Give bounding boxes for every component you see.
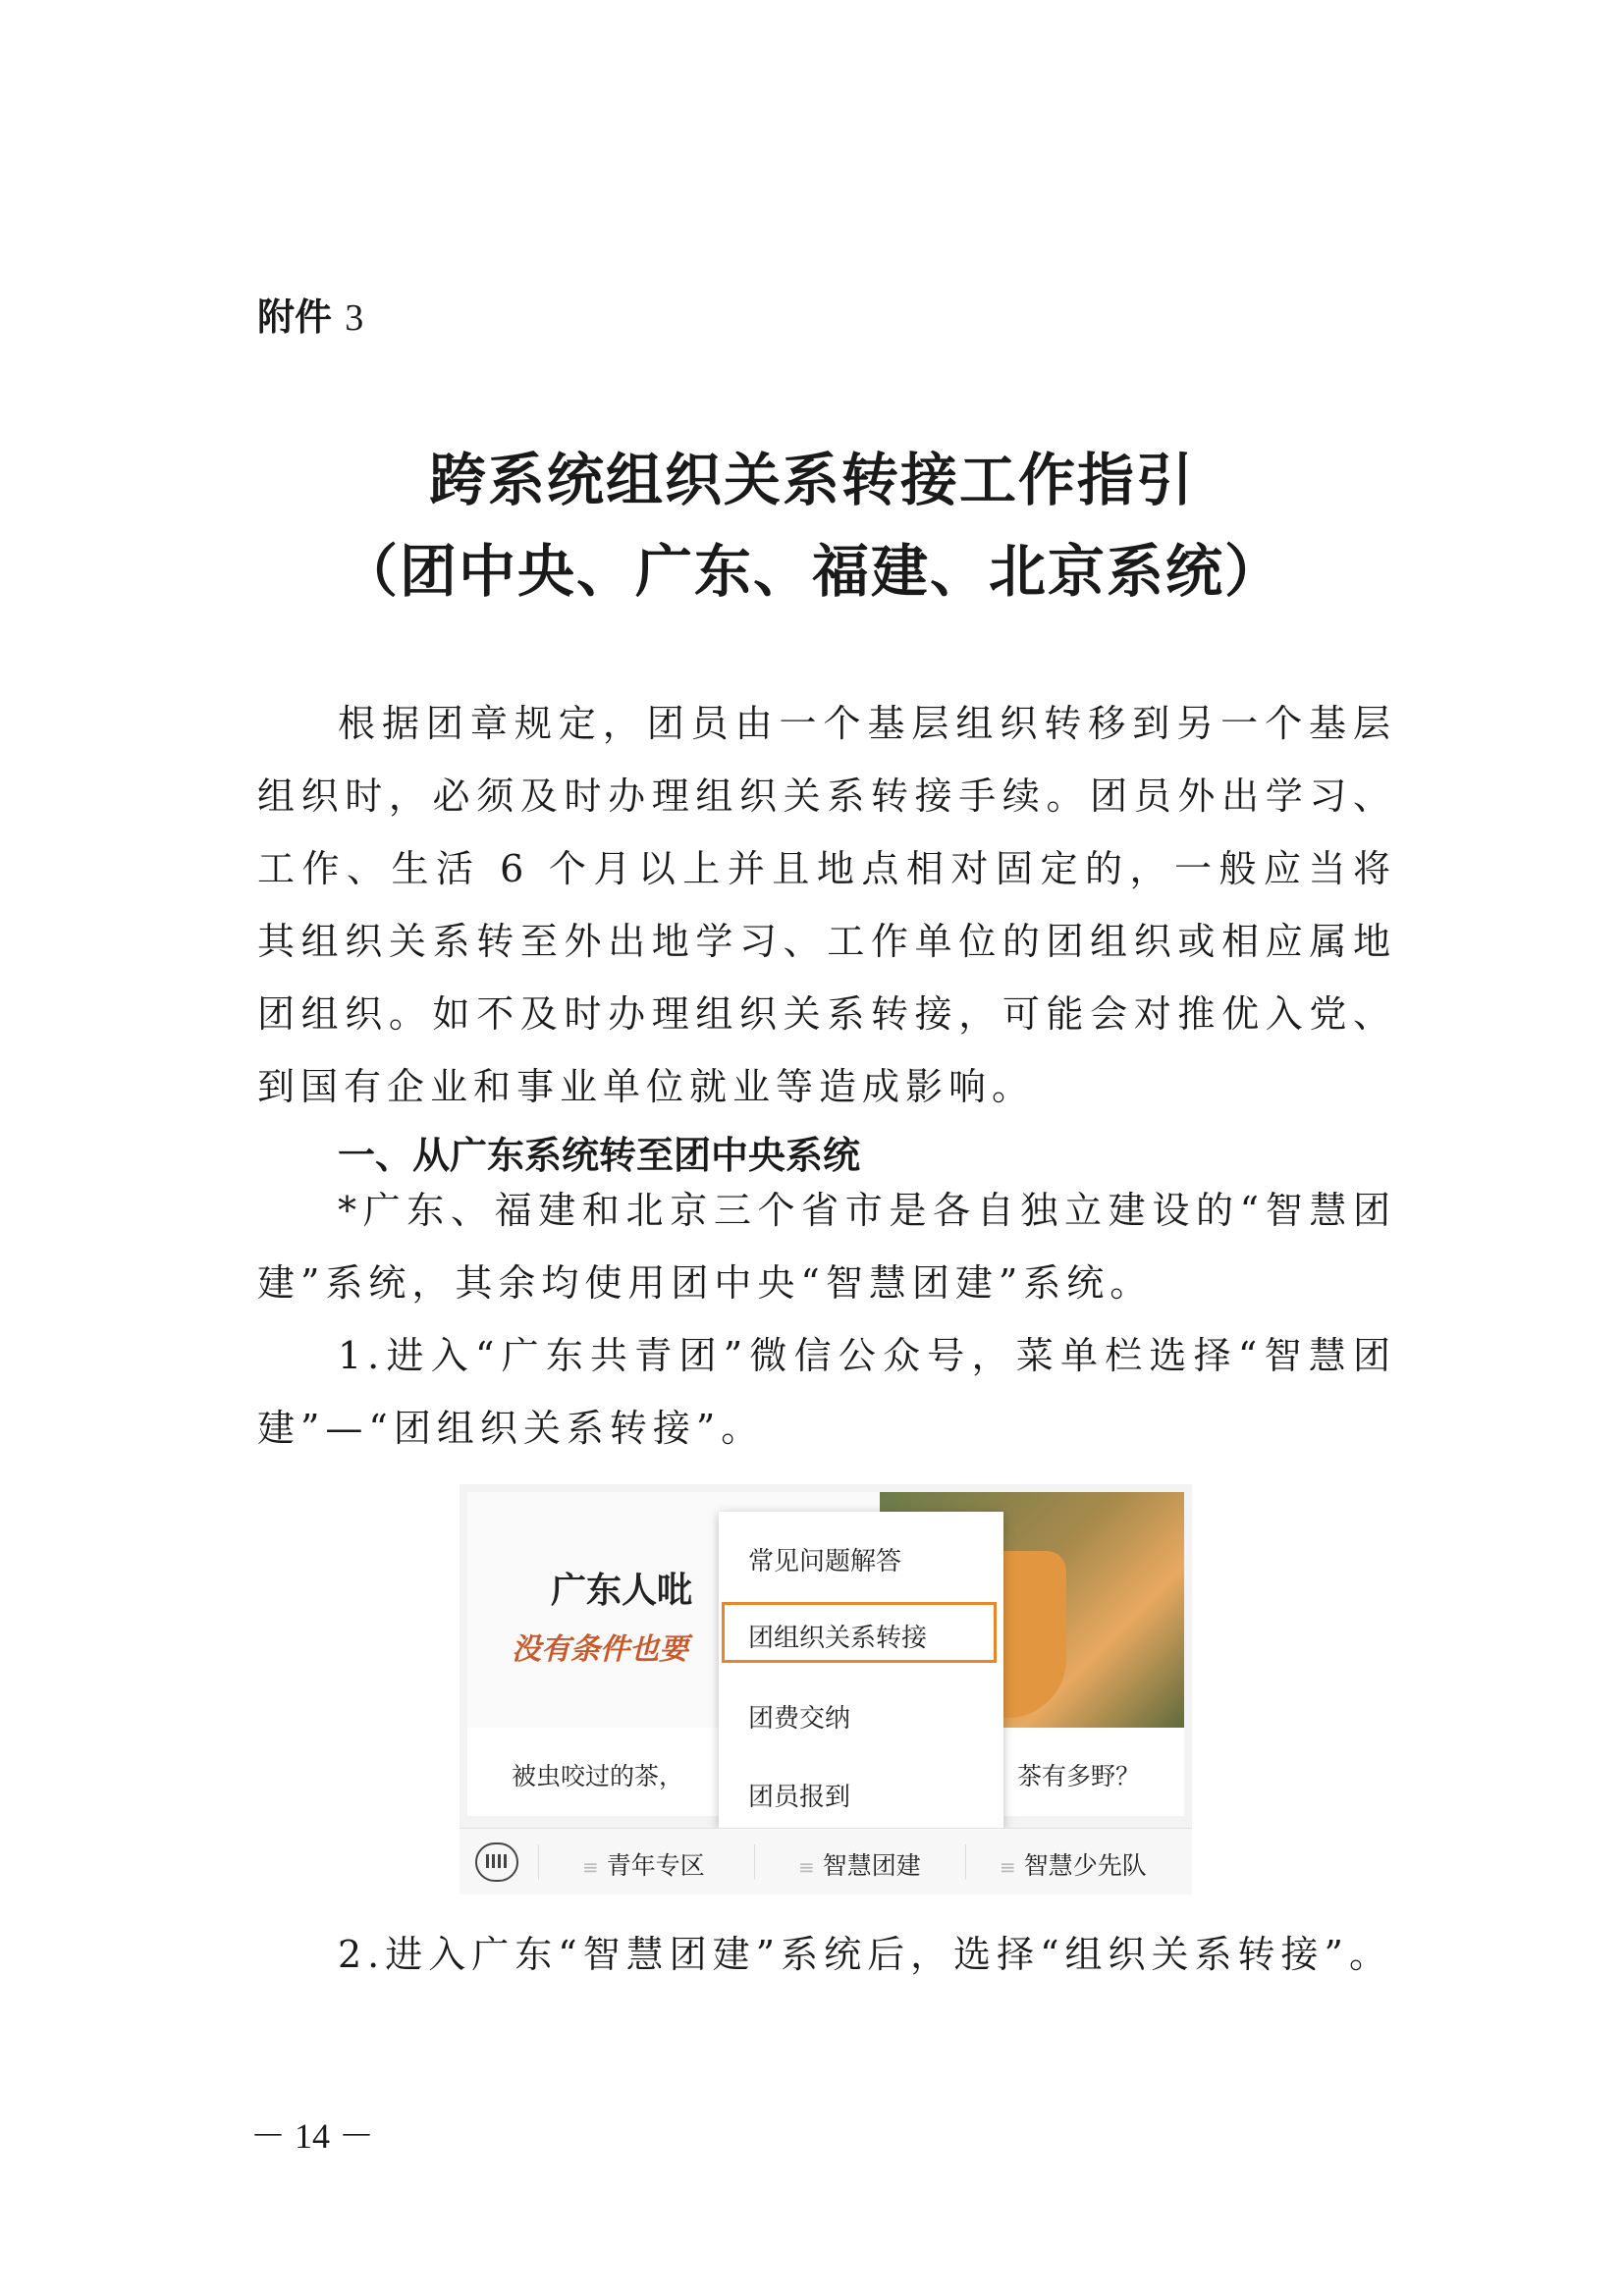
tab-youth-zone[interactable]: ≡ 青年专区 bbox=[582, 1851, 705, 1880]
menu-item-report[interactable]: 团员报到 bbox=[748, 1783, 851, 1812]
tab-smart-league[interactable]: ≡ 智慧团建 bbox=[798, 1851, 921, 1880]
divider bbox=[538, 1844, 539, 1880]
article-caption-left: 被虫咬过的茶， bbox=[512, 1762, 684, 1790]
document-title: 跨系统组织关系转接工作指引 bbox=[428, 447, 1195, 513]
document-subtitle: （团中央、广东、福建、北京系统） bbox=[340, 538, 1283, 605]
submenu-popup bbox=[719, 1512, 1003, 1828]
menu-item-dues[interactable]: 团费交纳 bbox=[748, 1704, 851, 1734]
menu-lines-icon: ≡ bbox=[1000, 1855, 1016, 1879]
divider bbox=[754, 1844, 755, 1880]
menu-lines-icon: ≡ bbox=[582, 1855, 599, 1879]
menu-lines-icon: ≡ bbox=[798, 1855, 815, 1879]
banner-subheadline: 没有条件也要 bbox=[512, 1632, 688, 1667]
note-paragraph: *广东、福建和北京三个省市是各自独立建设的“智慧团建”系统，其余均使用团中央“智慧团建”系统。 bbox=[257, 1189, 1396, 1305]
wechat-menu-screenshot bbox=[460, 1484, 1192, 1895]
article-caption-right: 茶有多野？ bbox=[1017, 1762, 1141, 1790]
menu-item-org-transfer[interactable]: 团组织关系转接 bbox=[719, 1602, 1003, 1669]
menu-item-faq[interactable]: 常见问题解答 bbox=[748, 1547, 902, 1576]
step1-paragraph: 1.进入“广东共青团”微信公众号，菜单栏选择“智慧团建”—“团组织关系转接”。 bbox=[257, 1334, 1396, 1450]
page-number: － 14 － bbox=[250, 2116, 375, 2156]
intro-paragraph: 根据团章规定，团员由一个基层组织转移到另一个基层组织时，必须及时办理组织关系转接手续。团员外出学习、工作、生活 6 个月以上并且地点相对固定的，一般应当将其组织关系转至外出地学习、工作单位的团组织或相应属地团组织。如不及时办理组织关系转接，可能会对推优入党、到国有企业和事业单位就业等造成影响。 bbox=[257, 702, 1396, 1108]
step2-paragraph: 2.进入广东“智慧团建”系统后，选择“组织关系转接”。 bbox=[338, 1933, 1392, 1976]
tab-young-pioneers[interactable]: ≡ 智慧少先队 bbox=[1000, 1851, 1147, 1880]
banner-headline: 广东人吡 bbox=[551, 1571, 693, 1611]
keyboard-icon[interactable] bbox=[475, 1842, 518, 1882]
wechat-menu-bar bbox=[460, 1828, 1192, 1895]
section-heading: 一、从广东系统转至团中央系统 bbox=[338, 1134, 861, 1177]
attachment-label: 附件 3 bbox=[257, 295, 364, 339]
divider bbox=[965, 1844, 966, 1880]
